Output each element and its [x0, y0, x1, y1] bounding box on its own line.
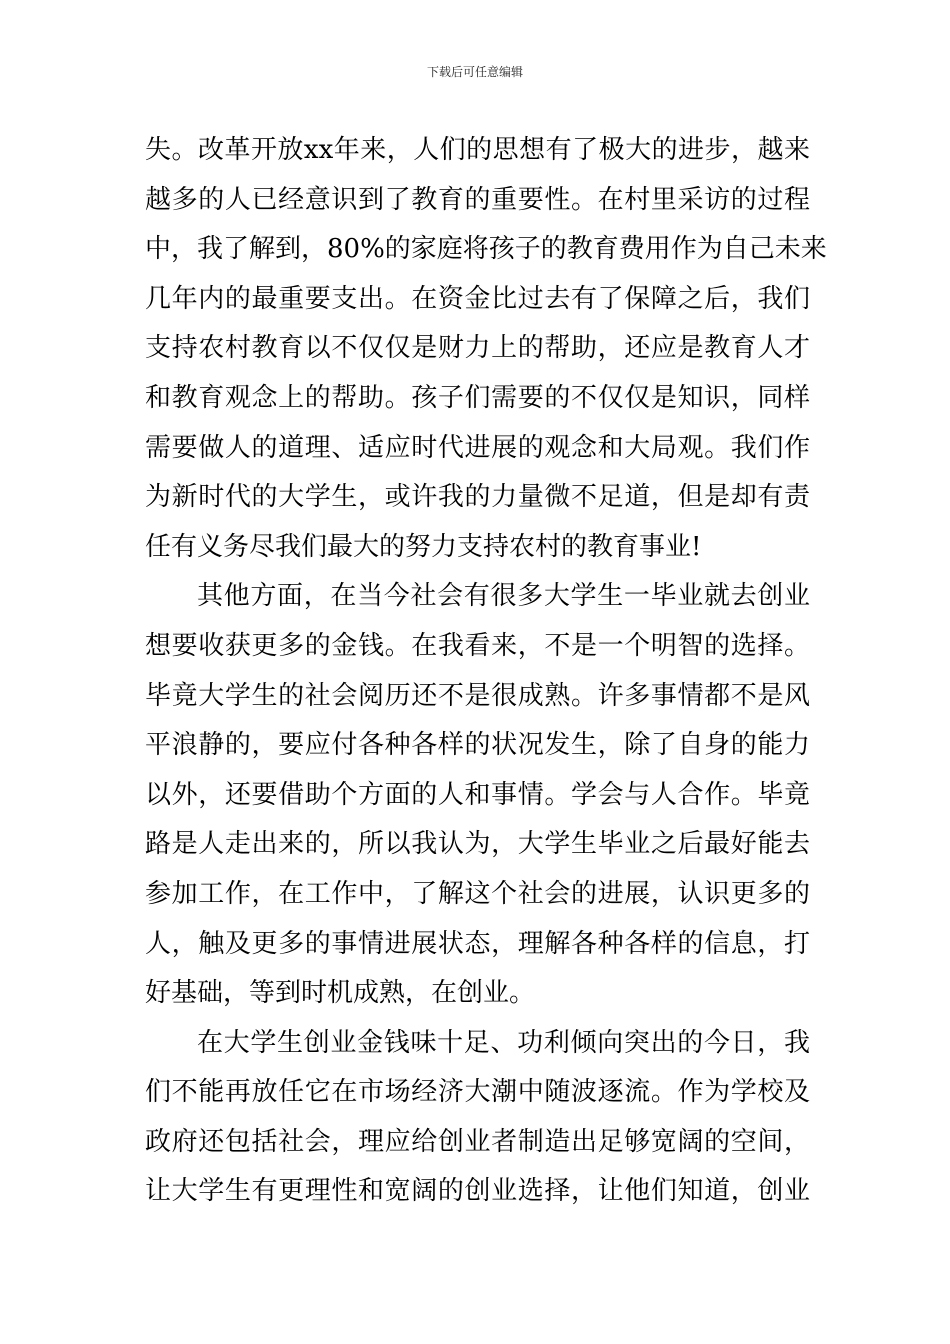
text-line: 让大学生有更理性和宽阔的创业选择，让他们知道，创业 — [145, 1176, 810, 1207]
text-line: 以外，还要借助个方面的人和事情。学会与人合作。毕竟 — [145, 779, 810, 810]
text-line: 好基础，等到时机成熟，在创业。 — [145, 978, 536, 1009]
text-line: 路是人走出来的，所以我认为，大学生毕业之后最好能去 — [145, 829, 810, 860]
page-header: 下载后可任意编辑 — [426, 65, 523, 79]
text-line: 中，我了解到，80%的家庭将孩子的教育费用作为自己未来 — [145, 234, 827, 265]
text-line: 和教育观念上的帮助。孩子们需要的不仅仅是知识，同样 — [145, 382, 810, 413]
text-line: 需要做人的道理、适应时代进展的观念和大局观。我们作 — [145, 432, 810, 463]
text-line: 们不能再放任它在市场经济大潮中随波逐流。作为学校及 — [145, 1077, 810, 1108]
text-line: 几年内的最重要支出。在资金比过去有了保障之后，我们 — [145, 283, 810, 314]
text-line: 毕竟大学生的社会阅历还不是很成熟。许多事情都不是风 — [145, 680, 810, 711]
text-line: 想要收获更多的金钱。在我看来，不是一个明智的选择。 — [145, 630, 810, 661]
text-line: 失。改革开放xx年来，人们的思想有了极大的进步，越来 — [145, 135, 810, 165]
text-line: 人，触及更多的事情进展状态，理解各种各样的信息，打 — [145, 928, 810, 959]
body-text — [145, 126, 827, 1217]
text-line: 参加工作，在工作中，了解这个社会的进展，认识更多的 — [145, 878, 810, 909]
text-line: 支持农村教育以不仅仅是财力上的帮助，还应是教育人才 — [145, 333, 810, 364]
text-line: 越多的人已经意识到了教育的重要性。在村里采访的过程 — [145, 184, 810, 215]
paragraph-first-line: 在大学生创业金钱味十足、功利倾向突出的今日，我 — [197, 1027, 810, 1058]
text-line: 为新时代的大学生，或许我的力量微不足道，但是却有责 — [145, 482, 810, 513]
text-line: 政府还包括社会，理应给创业者制造出足够宽阔的空间， — [145, 1126, 810, 1157]
paragraph-first-line: 其他方面，在当今社会有很多大学生一毕业就去创业 — [197, 581, 810, 612]
text-line: 任有义务尽我们最大的努力支持农村的教育事业! — [145, 531, 702, 562]
text-line: 平浪静的，要应付各种各样的状况发生，除了自身的能力 — [145, 730, 810, 761]
